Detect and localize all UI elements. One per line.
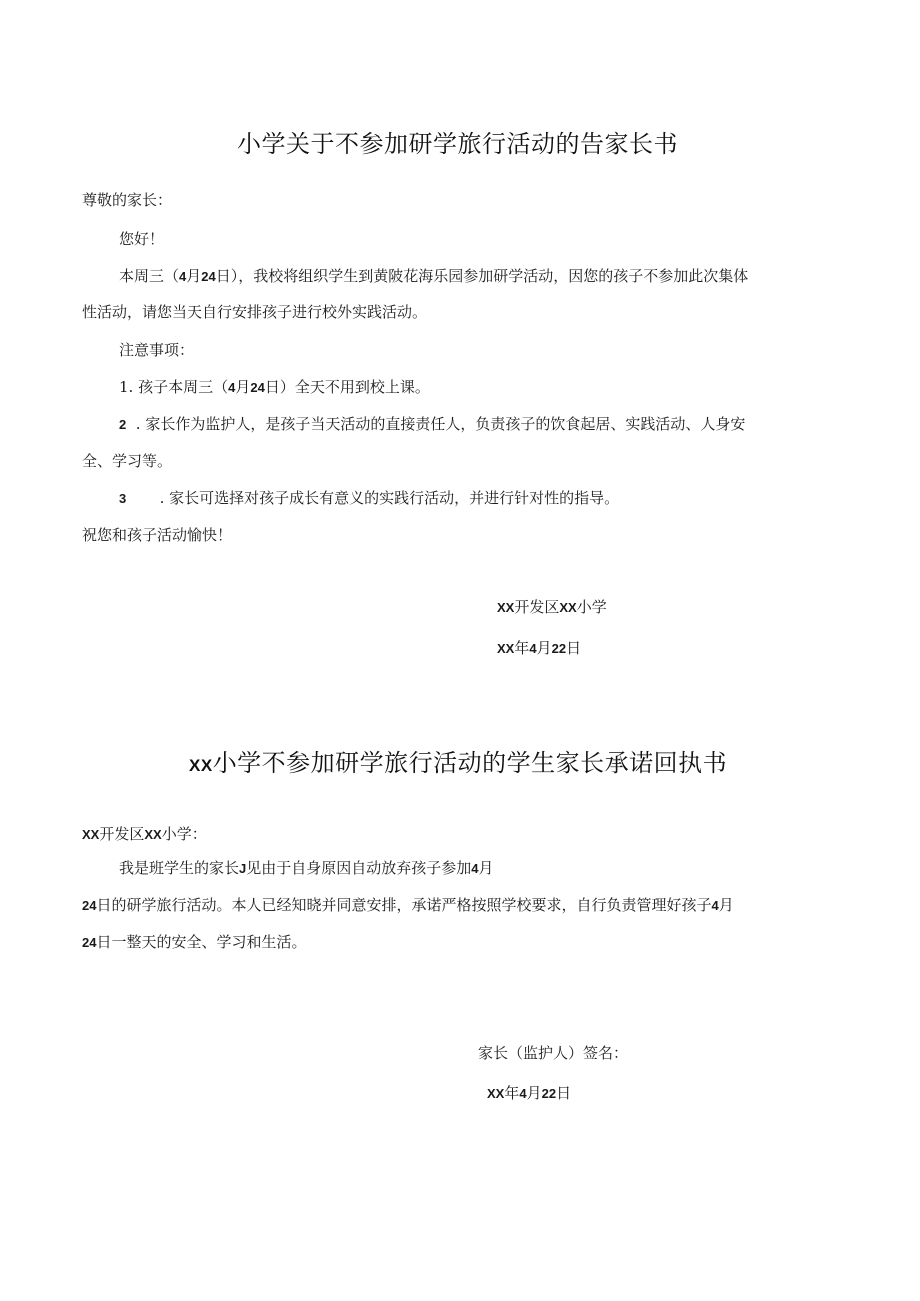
text-span: 月 <box>718 896 734 914</box>
text-span: XX <box>82 827 100 842</box>
note-item-2-line1 <box>119 414 745 435</box>
notice-signature-school <box>497 597 607 618</box>
text-span: 开发区 <box>99 825 145 843</box>
notice-paragraph-line2: 性活动，请您当天自行安排孩子进行校外实践活动。 <box>82 303 428 321</box>
text-span: . 家长作为监护人，是孩子当天活动的直接责任人，负责孩子的饮食起居、实践活动、人身安 <box>135 415 746 433</box>
text-span: XX <box>189 756 213 775</box>
parent-signature-label: 家长（监护人）签名： <box>478 1044 629 1062</box>
item-number: 3 <box>119 491 127 506</box>
receipt-body-line1 <box>119 858 494 879</box>
text-span: 开发区 <box>514 598 560 616</box>
text-span: 年 <box>514 639 530 657</box>
text-span: 日一整天的安全、学习和生活。 <box>96 933 307 951</box>
text-span: XX <box>559 600 577 615</box>
notes-heading: 注意事项： <box>119 341 195 359</box>
text-span: 月 <box>478 859 494 877</box>
text-span: 年 <box>504 1084 520 1102</box>
text-span: . 家长可选择对孩子成长有意义的实践行活动，并进行针对性的指导。 <box>159 489 620 507</box>
notice-greeting: 您好！ <box>119 230 165 248</box>
text-span: 4 <box>471 861 479 876</box>
notice-closing: 祝您和孩子活动愉快！ <box>82 526 233 544</box>
text-span: XX <box>487 1086 505 1101</box>
receipt-body-line2 <box>82 895 734 916</box>
text-span: 月 <box>235 378 251 396</box>
text-span: 1. 孩子本周三（ <box>119 378 229 396</box>
item-number: 2 <box>119 417 127 432</box>
notice-salutation: 尊敬的家长： <box>82 191 173 209</box>
text-span: XX <box>497 600 515 615</box>
text-span: 日），我校将组织学生到黄陂花海乐园参加研学活动，因您的孩子不参加此次集体 <box>215 267 749 285</box>
notice-signature-date <box>497 638 581 659</box>
note-item-2-line2: 全、学习等。 <box>82 452 173 470</box>
text-span: 22 <box>551 641 567 656</box>
number-span: 4 <box>179 269 187 284</box>
text-span: XX <box>497 641 515 656</box>
text-span: 月 <box>186 267 202 285</box>
text-span: 日）全天不用到校上课。 <box>264 378 430 396</box>
text-span: XX <box>144 827 162 842</box>
text-span: 4 <box>519 1086 527 1101</box>
text-span: 日 <box>566 639 582 657</box>
text-span: 4 <box>529 641 537 656</box>
text-span: 见由于自身原因自动放弃孩子参加 <box>246 859 472 877</box>
note-item-3 <box>119 488 619 509</box>
number-span: 4 <box>228 380 236 395</box>
text-span: 月 <box>536 639 552 657</box>
receipt-signature-date <box>487 1083 571 1104</box>
text-span: 小学不参加研学旅行活动的学生家长承诺回执书 <box>212 749 728 777</box>
text-span: 22 <box>541 1086 557 1101</box>
notice-paragraph-line1 <box>119 266 748 287</box>
notice-title: 小学关于不参加研学旅行活动的告家长书 <box>237 130 678 158</box>
text-span: 日 <box>556 1084 572 1102</box>
receipt-body-line3 <box>82 932 306 953</box>
number-span: 24 <box>201 269 216 284</box>
text-span: 小学： <box>161 825 207 843</box>
text-span: 日的研学旅行活动。本人已经知晓并同意安排，承诺严格按照学校要求，自行负责管理好孩子 <box>96 896 712 914</box>
number-span: 24 <box>250 380 265 395</box>
text-span: J <box>239 861 247 876</box>
text-span: 我是班学生的家长 <box>119 859 240 877</box>
text-span: 本周三（ <box>119 267 180 285</box>
text-span: 月 <box>526 1084 542 1102</box>
text-span: 小学 <box>576 598 607 616</box>
text-span: 24 <box>82 935 97 950</box>
note-item-1 <box>119 377 430 398</box>
text-span: 24 <box>82 898 97 913</box>
receipt-title <box>189 743 727 778</box>
receipt-addressee <box>82 824 207 845</box>
text-span: 4 <box>711 898 719 913</box>
